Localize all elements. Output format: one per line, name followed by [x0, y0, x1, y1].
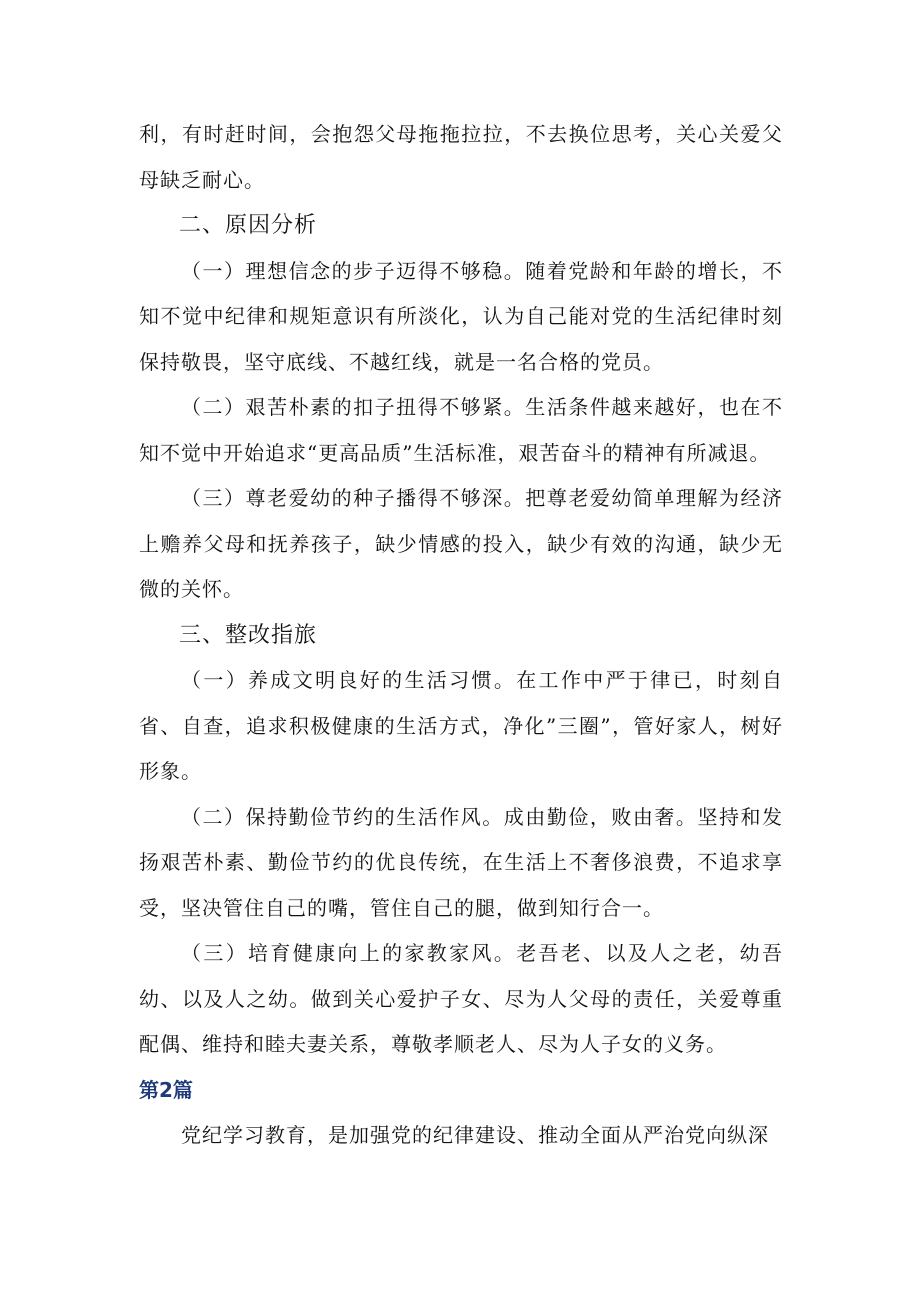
heading-rectification: 三、整改指旅 — [179, 622, 318, 648]
paragraph-rectify-1: （一）养成文明良好的生活习惯。在工作中严于律已，时刻自省、自查，追求积极健康的生活方式，净化”三圈”，管好家人，树好形象。 — [139, 668, 783, 783]
paragraph-section-2-intro: 党纪学习教育，是加强党的纪律建设、推动全面从严治党向纵深 — [181, 1123, 769, 1147]
paragraph-cause-2: （二）艰苦朴素的扣子扭得不够紧。生活条件越来越好，也在不知不觉中开始追求“更高品质”生活标准，艰苦奋斗的精神有所减退。 — [139, 395, 783, 465]
paragraph-cause-1: （一）理想信念的步子迈得不够稳。随着党龄和年龄的增长，不知不觉中纪律和规矩意识有所淡化，认为自己能对党的生活纪律时刻保持敬畏，坚守底线、不越红线，就是一名合格的党员。 — [139, 258, 783, 374]
document-body — [139, 112, 783, 1159]
paragraph-continued: 利，有时赶时间，会抱怨父母拖拖拉拉，不去换位思考，关心关爱父母缺乏耐心。 — [139, 122, 783, 192]
paragraph-cause-3: （三）尊老爱幼的种子播得不够深。把尊老爱幼简单理解为经济上赡养父母和抚养孩子，缺少情感的投入，缺少有效的沟通，缺少无微的关怀。 — [139, 486, 783, 601]
paragraph-rectify-3: （三）培育健康向上的家教家风。老吾老、以及人之老，幼吾幼、以及人之幼。做到关心爱护子女、尽为人父母的责任，关爱尊重配偶、维持和睦夫妻关系，尊敬孝顺老人、尽为人子女的义务。 — [139, 941, 783, 1056]
heading-cause-analysis: 二、原因分析 — [179, 213, 318, 238]
paragraph-rectify-2: （二）保持勤俭节约的生活作风。成由勤俭，败由奢。坚持和发扬艰苦朴素、勤俭节约的优良传统，在生活上不奢侈浪费，不追求享受，坚决管住自己的嘴，管住自己的腿，做到知行合一。 — [139, 804, 783, 920]
section-title: 第2篇 — [139, 1077, 193, 1102]
